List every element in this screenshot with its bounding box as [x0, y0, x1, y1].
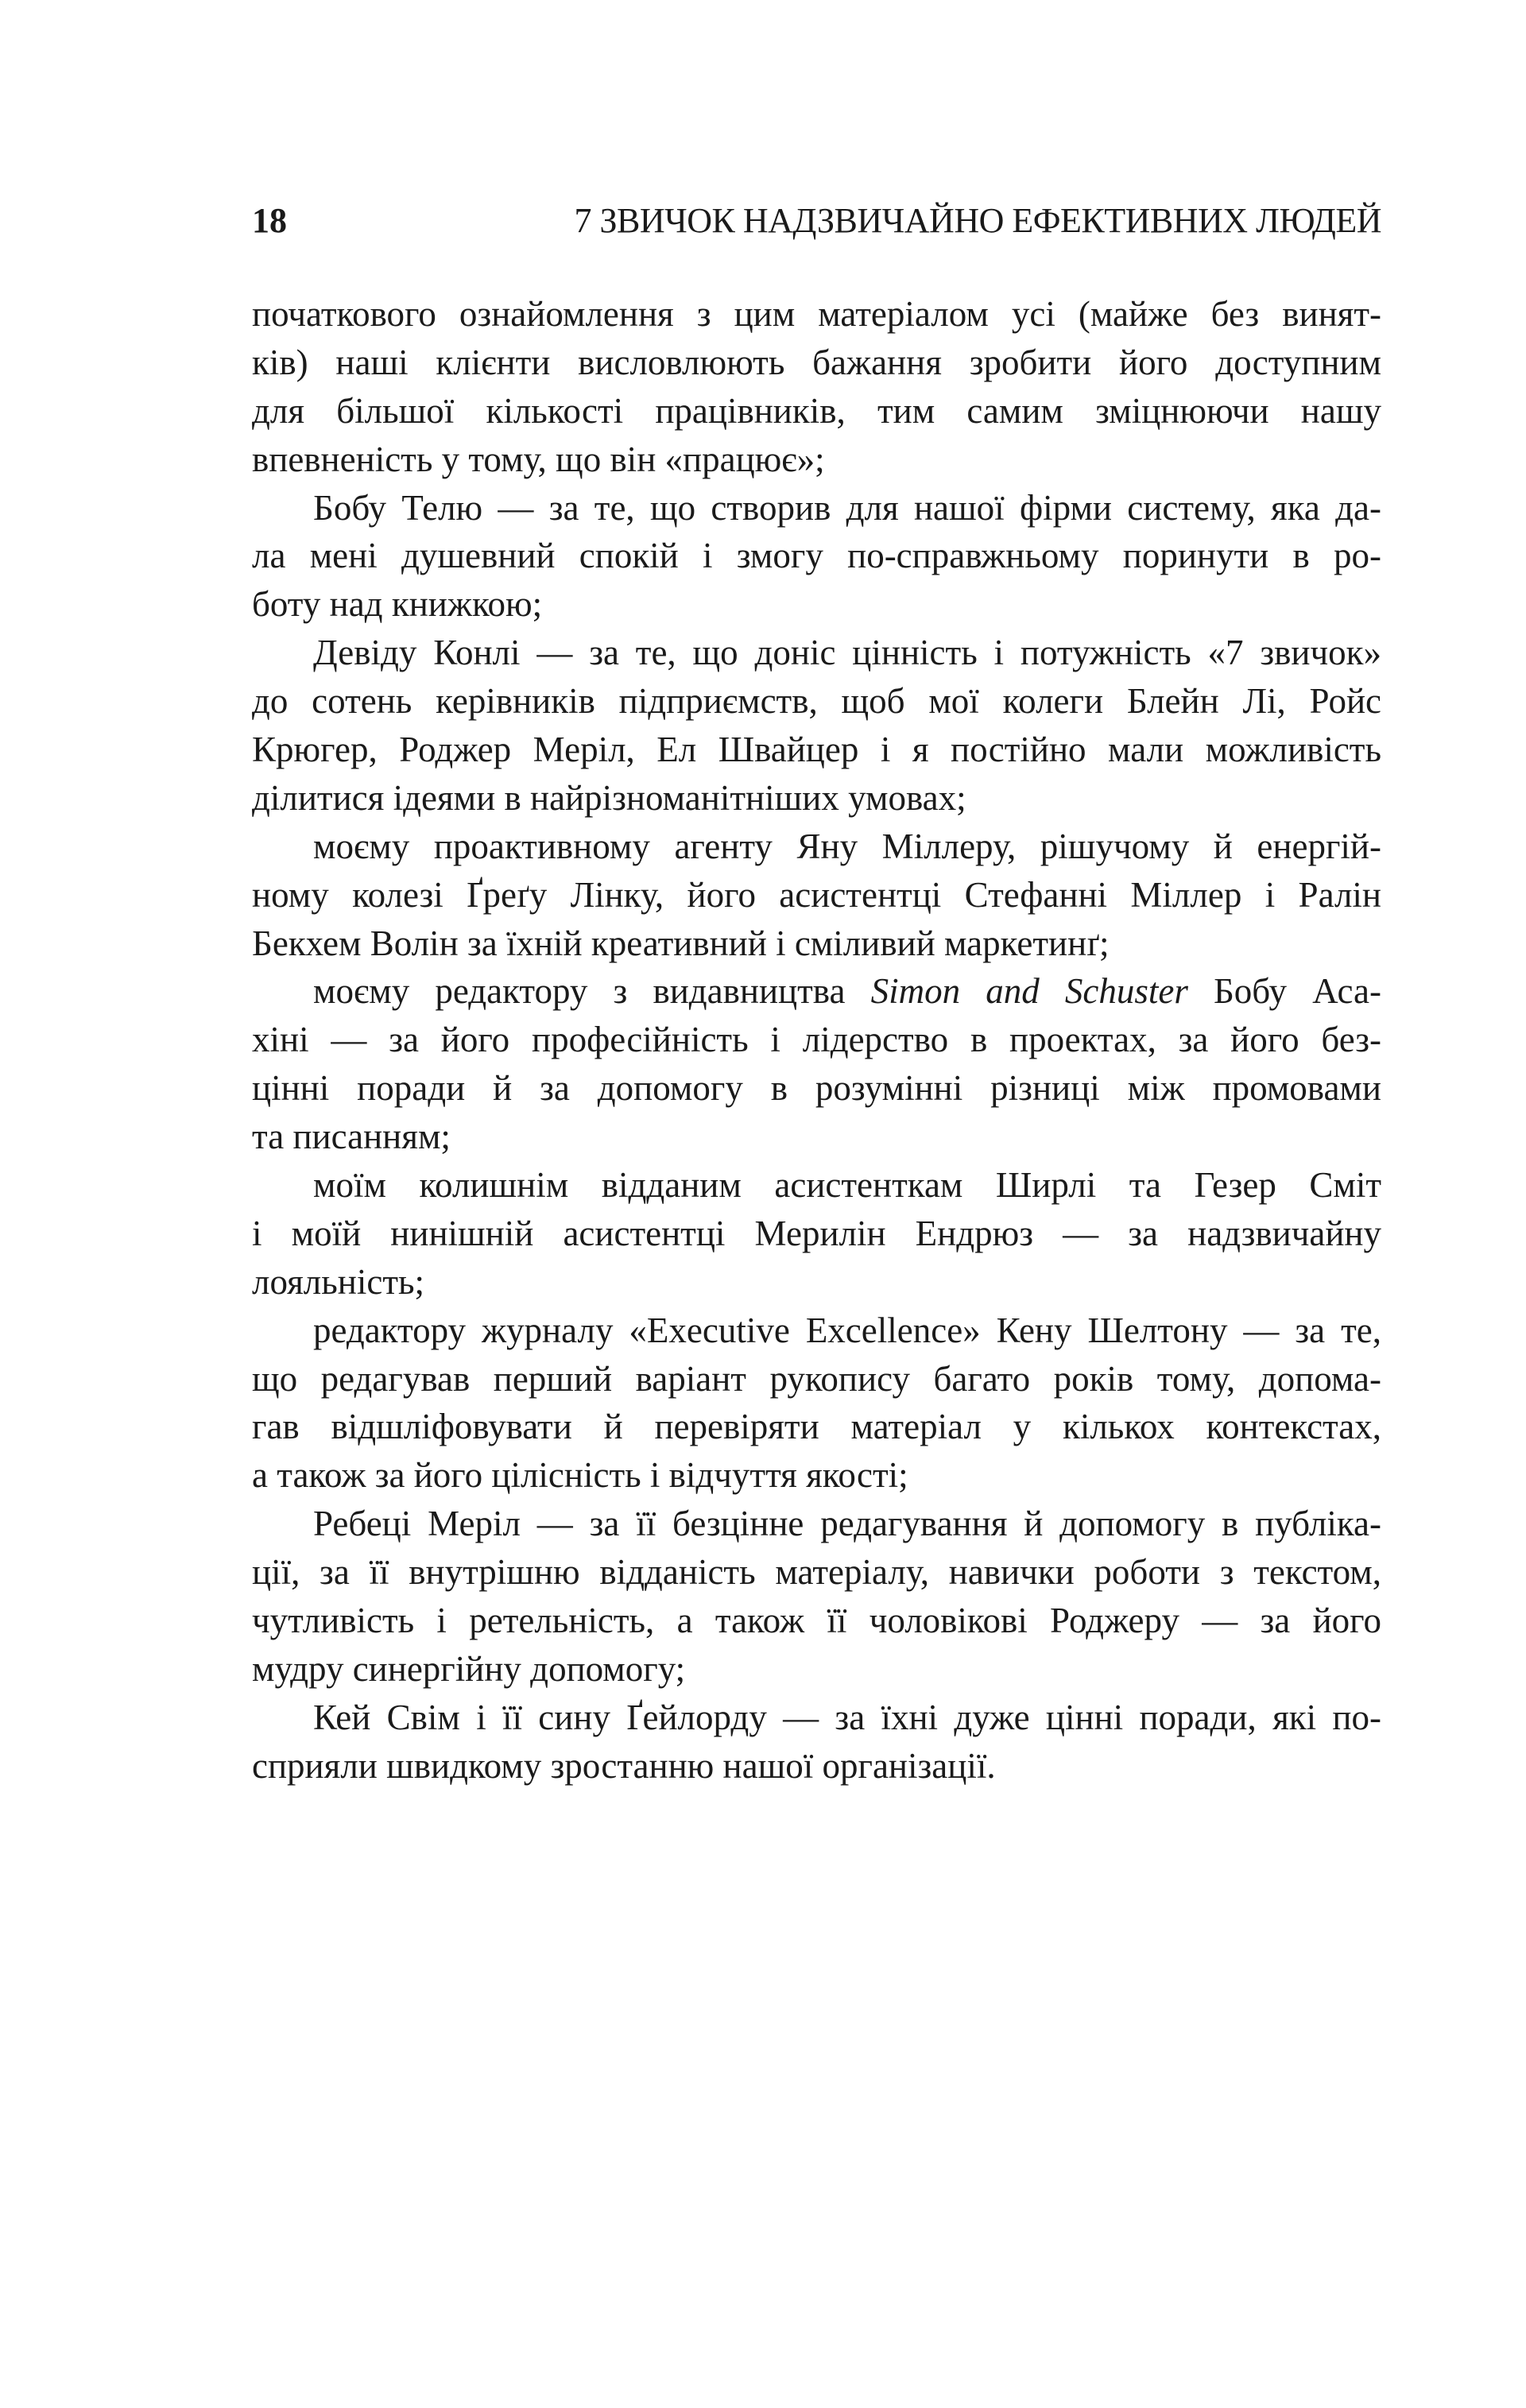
- text-line: хіні — за його професійність і лідерство в проектах, за його без-: [252, 1020, 1381, 1060]
- text-line: лояльність;: [252, 1261, 425, 1302]
- text-line: впевненість у тому, що він «працює»;: [252, 439, 825, 479]
- text-segment: моєму редактору з видавництва: [313, 971, 871, 1012]
- text-line: боту над книжкою;: [252, 584, 543, 625]
- text-line: Кей Свім і її сину Ґейлорду — за їхні дуже цінні поради, які по-: [313, 1697, 1381, 1737]
- text-line: для більшої кількості працівників, тим самим зміцнюючи нашу: [252, 390, 1381, 431]
- page-number: 18: [252, 201, 287, 240]
- body-text: [252, 290, 1381, 1791]
- text-line: Ребеці Меріл — за її безцінне редагування й допомогу в публіка-: [313, 1504, 1381, 1544]
- text-segment: Бобу Аса-: [1187, 971, 1381, 1012]
- text-line: моєму проактивному агенту Яну Міллеру, рішучому й енергій-: [313, 826, 1381, 866]
- text-line: а також за його цілісність і відчуття якості;: [252, 1455, 908, 1496]
- text-line: Бобу Телю — за те, що створив для нашої фірми систему, яка да-: [313, 487, 1381, 528]
- running-title: 7 ЗВИЧОК НАДЗВИЧАЙНО ЕФЕКТИВНИХ ЛЮДЕЙ: [574, 201, 1381, 240]
- text-line: гав відшліфовувати й перевіряти матеріал у кількох контекстах,: [252, 1407, 1381, 1447]
- text-line: що редагував перший варіант рукопису багато років тому, допома-: [252, 1358, 1381, 1399]
- text-line: цінні поради й за допомогу в розумінні різниці між промовами: [252, 1068, 1381, 1109]
- text-line: редактору журналу «Executive Excellence» Кену Шелтону — за те,: [313, 1310, 1381, 1350]
- text-line: ла мені душевний спокій і змогу по-справжньому поринути в ро-: [252, 536, 1381, 576]
- text-line: і моїй нинішній асистентці Мерилін Ендрюз — за надзвичайну: [252, 1213, 1381, 1253]
- text-line: та писанням;: [252, 1117, 451, 1157]
- text-line: моїм колишнім відданим асистенткам Ширлі та Гезер Сміт: [313, 1165, 1381, 1206]
- text-line: до сотень керівників підприємств, щоб мої колеги Блейн Лі, Ройс: [252, 681, 1381, 722]
- italic-publisher-name: Simon and Schuster: [870, 971, 1188, 1012]
- text-line: ків) наші клієнти висловлюють бажання зробити його доступним: [252, 342, 1381, 382]
- text-line: ному колезі Ґреґу Лінку, його асистентці Стефанні Міллер і Ралін: [252, 874, 1381, 915]
- text-line: сприяли швидкому зростанню нашої організації.: [252, 1745, 996, 1786]
- text-line: [252, 967, 1381, 1016]
- text-line: мудру синергійну допомогу;: [252, 1648, 686, 1689]
- text-line: ділитися ідеями в найрізноманітніших умовах;: [252, 777, 966, 818]
- text-line: Девіду Конлі — за те, що доніс цінність і потужність «7 звичок»: [313, 633, 1381, 673]
- text-line: початкового ознайомлення з цим матеріалом усі (майже без винят-: [252, 294, 1381, 334]
- text-line: Бекхем Волін за їхній креативний і сміливий маркетинґ;: [252, 923, 1110, 963]
- text-line: чутливість і ретельність, а також її чоловікові Роджеру — за його: [252, 1601, 1381, 1641]
- text-line: ції, за її внутрішню відданість матеріалу, навички роботи з текстом,: [252, 1552, 1381, 1593]
- text-line: Крюгер, Роджер Меріл, Ел Швайцер і я постійно мали можливість: [252, 730, 1381, 770]
